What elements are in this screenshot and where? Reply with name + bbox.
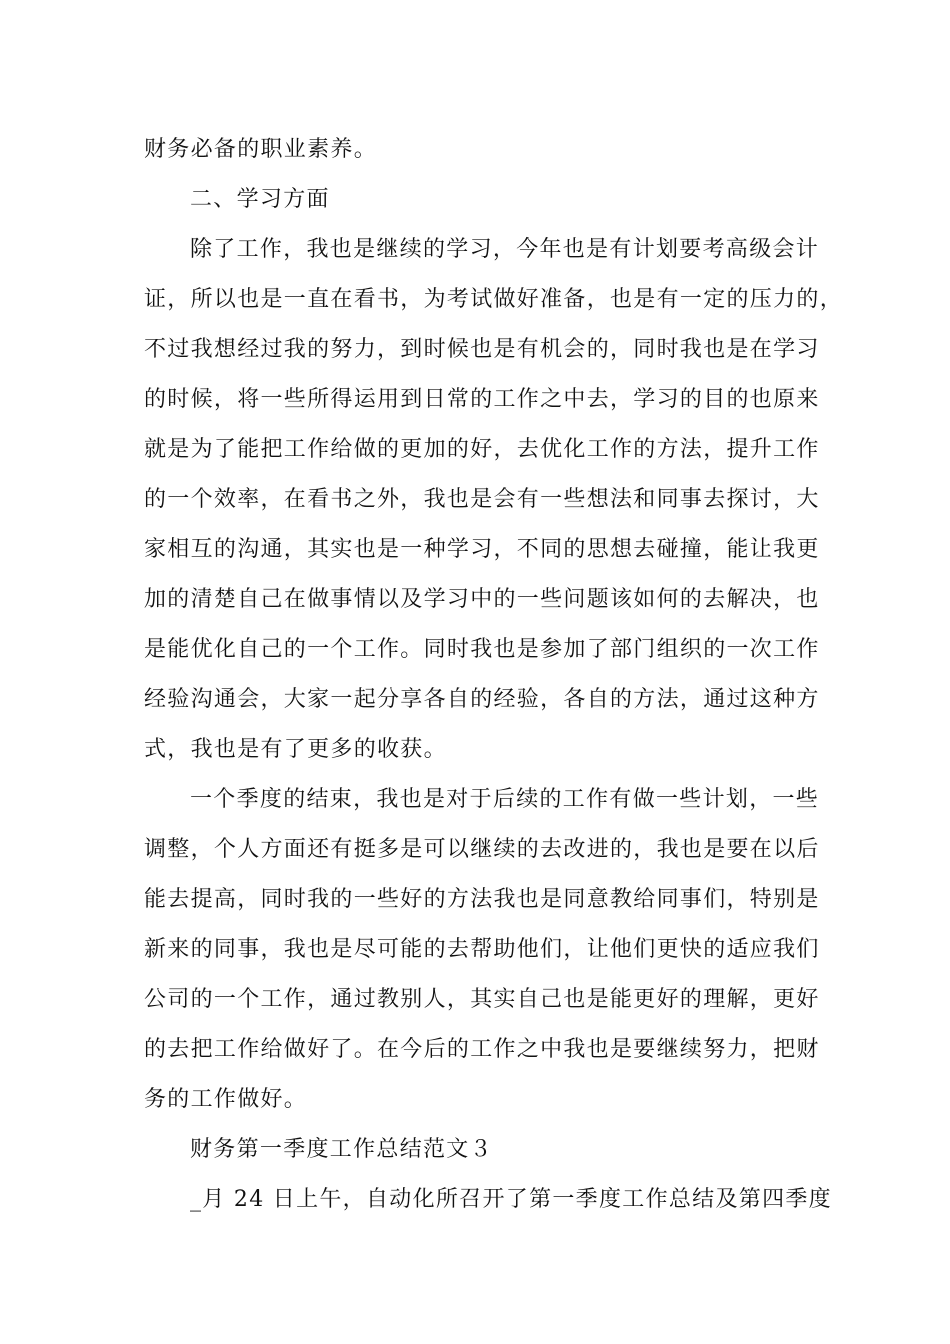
text-line: 的时候，将一些所得运用到日常的工作之中去，学习的目的也原来 xyxy=(144,387,820,412)
text-line: 家相互的沟通，其实也是一种学习，不同的思想去碰撞，能让我更 xyxy=(144,537,820,562)
text-line: 新来的同事，我也是尽可能的去帮助他们，让他们更快的适应我们 xyxy=(144,937,820,962)
text-line: 经验沟通会，大家一起分享各自的经验，各自的方法，通过这种方 xyxy=(144,687,820,712)
text-line: 式，我也是有了更多的收获。 xyxy=(144,737,447,762)
text-line: 加的清楚自己在做事情以及学习中的一些问题该如何的去解决，也 xyxy=(144,587,820,612)
text-line: 公司的一个工作，通过教别人，其实自己也是能更好的理解，更好 xyxy=(144,987,820,1012)
text-line: 调整，个人方面还有挺多是可以继续的去改进的，我也是要在以后 xyxy=(144,837,820,862)
text-line: _月 24 日上午，自动化所召开了第一季度工作总结及第四季度 xyxy=(190,1187,832,1212)
text-line: 的去把工作给做好了。在今后的工作之中我也是要继续努力，把财 xyxy=(144,1037,820,1062)
text-line: 是能优化自己的一个工作。同时我也是参加了部门组织的一次工作 xyxy=(144,637,820,662)
section-title: 财务第一季度工作总结范文３ xyxy=(190,1137,493,1162)
text-line: 务的工作做好。 xyxy=(144,1087,308,1112)
text-line: 一个季度的结束，我也是对于后续的工作有做一些计划，一些 xyxy=(190,787,820,812)
text-line: 证，所以也是一直在看书，为考试做好准备，也是有一定的压力的， xyxy=(144,287,844,312)
text-line: 除了工作，我也是继续的学习，今年也是有计划要考高级会计 xyxy=(190,237,820,262)
text-line: 就是为了能把工作给做的更加的好，去优化工作的方法，提升工作 xyxy=(144,437,820,462)
text-line: 财务必备的职业素养。 xyxy=(144,137,378,162)
section-heading: 二、学习方面 xyxy=(190,187,330,212)
text-line: 的一个效率，在看书之外，我也是会有一些想法和同事去探讨，大 xyxy=(144,487,820,512)
text-line: 能去提高，同时我的一些好的方法我也是同意教给同事们，特别是 xyxy=(144,887,820,912)
text-line: 不过我想经过我的努力，到时候也是有机会的，同时我也是在学习 xyxy=(144,337,820,362)
